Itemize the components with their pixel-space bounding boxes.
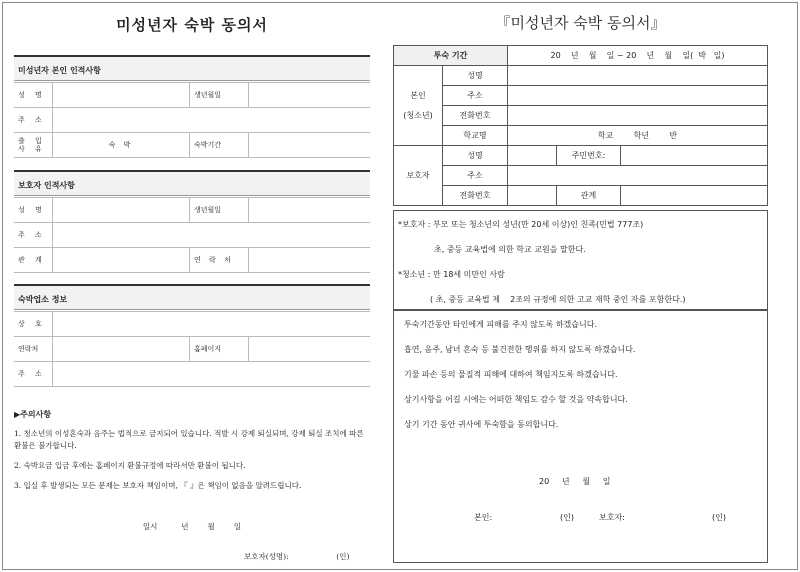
lodging-contact-field[interactable] (53, 337, 190, 362)
minor-stay-period-label: 숙박기간 (190, 133, 249, 158)
self-phone-field[interactable] (508, 106, 768, 126)
guardian-phone-label-r: 전화번호 (443, 186, 508, 206)
left-date-line: 일시 년 월 일 (142, 522, 242, 531)
pledge-item: 상기 기간 동안 귀사에 투숙함을 동의합니다. (404, 420, 559, 429)
stay-period-value: 20 년 월 일 ~ 20 년 월 일( 박 일) (508, 46, 768, 66)
self-sign-mark: (인) (560, 513, 574, 522)
guardian-birth-label: 생년월일 (190, 198, 249, 223)
guardian-contact-label: 연 락 처 (190, 248, 249, 273)
section-lodging-info-header: 숙박업소 정보 (14, 284, 370, 310)
self-address-label: 주소 (443, 86, 508, 106)
def-youth: *청소년 : 만 18세 미만인 사람 (398, 270, 505, 279)
notes-title: ▶주의사항 (14, 409, 52, 419)
minor-address-field[interactable] (53, 108, 371, 133)
self-address-field[interactable] (508, 86, 768, 106)
lodging-business-label: 상 호 (14, 312, 53, 337)
self-phone-label: 전화번호 (443, 106, 508, 126)
pledge-item: 기물 파손 등의 물질적 피해에 대하여 책임지도록 하겠습니다. (404, 370, 618, 379)
lodging-homepage-label: 홈페이지 (190, 337, 249, 362)
lodging-info-table (14, 311, 370, 387)
minor-inout-value: 숙 박 (53, 133, 190, 158)
self-label-sub: (청소년) (403, 111, 433, 120)
def-guardian: *보호자 : 부모 또는 청소년의 성년(만 20세 이상)인 친족(민법 777조) (398, 220, 644, 229)
guardian-sign-label-r: 보호자: (599, 513, 625, 522)
lodging-contact-label: 연락처 (14, 337, 53, 362)
guardian-address-label: 주 소 (14, 223, 53, 248)
minor-name-label: 성 명 (14, 83, 53, 108)
note-item: 1. 청소년의 이성혼숙과 음주는 법적으로 금지되어 있습니다. 적발 시 강제 퇴실되며, 강제 퇴실 조치에 따른 환불은 불가합니다. (14, 429, 364, 450)
left-consent-form (14, 0, 370, 572)
guardian-relation-label-r: 관계 (557, 186, 621, 206)
guardian-address-field-r[interactable] (508, 166, 768, 186)
guardian-sign-mark-r: (인) (712, 513, 726, 522)
guardian-name-label-r: 성명 (443, 146, 508, 166)
self-name-label: 성명 (443, 66, 508, 86)
right-consent-form (393, 0, 768, 572)
pledge-box (393, 309, 768, 563)
guardian-relation-label: 관 계 (14, 248, 53, 273)
definitions-box (393, 210, 768, 311)
inout-label-line1: 출 입 (18, 137, 46, 145)
def-youth-2: ( 초, 중등 교육법 제 2조의 규정에 의한 고교 재학 중인 자를 포함한다.) (430, 295, 686, 304)
right-date-line: 20 년 월 일 (539, 477, 611, 486)
guardian-info-table (14, 197, 370, 273)
left-title: 미성년자 숙박 동의서 (116, 16, 268, 34)
lodging-business-field[interactable] (53, 312, 371, 337)
guardian-name-field-r[interactable] (508, 146, 557, 166)
self-name-field[interactable] (508, 66, 768, 86)
guardian-name-field[interactable] (53, 198, 190, 223)
minor-birth-label: 생년월일 (190, 83, 249, 108)
guardian-name-label: 성 명 (14, 198, 53, 223)
guardian-label: 보호자 (394, 146, 443, 206)
guardian-relation-field[interactable] (53, 248, 190, 273)
minor-stay-period-field[interactable] (249, 133, 371, 158)
notes-section (14, 408, 370, 500)
section-guardian-info-header: 보호자 인적사항 (14, 170, 370, 196)
guardian-birth-field[interactable] (249, 198, 371, 223)
minor-inout-label (14, 133, 53, 158)
guardian-contact-field[interactable] (249, 248, 371, 273)
guardian-relation-field-r[interactable] (621, 186, 768, 206)
lodging-address-field[interactable] (53, 362, 371, 387)
guardian-id-field[interactable] (621, 146, 768, 166)
right-info-table (393, 45, 768, 206)
pledge-item: 투숙기간동안 타인에게 피해를 주지 않도록 하겠습니다. (404, 320, 597, 329)
self-sign-label: 본인: (474, 513, 493, 522)
lodging-homepage-field[interactable] (249, 337, 371, 362)
self-school-label: 학교명 (443, 126, 508, 146)
minor-address-label: 주 소 (14, 108, 53, 133)
stay-period-label: 투숙 기간 (394, 46, 508, 66)
note-item: 2. 숙박요금 입금 후에는 홈페이지 환불규정에 따라서만 환불이 됩니다. (14, 461, 246, 470)
inout-label-line2: 사 유 (18, 145, 46, 153)
guardian-address-label-r: 주소 (443, 166, 508, 186)
guardian-address-field[interactable] (53, 223, 371, 248)
lodging-address-label: 주 소 (14, 362, 53, 387)
note-item: 3. 입실 후 발생되는 모든 문제는 보호자 책임이며, 『 』은 책임이 없음을 알려드립니다. (14, 481, 302, 490)
self-label-cell (394, 66, 443, 146)
self-label: 본인 (410, 91, 426, 100)
pledge-item: 흡연, 음주, 남녀 혼숙 등 불건전한 행위를 하지 않도록 하겠습니다. (404, 345, 636, 354)
minor-info-table (14, 82, 370, 158)
left-guardian-signature: 보호자(성명): (인) (244, 552, 350, 561)
pledge-item: 상기사항을 어길 시에는 어떠한 책임도 감수 할 것을 약속합니다. (404, 395, 628, 404)
section-minor-info-header: 미성년자 본인 인적사항 (14, 55, 370, 81)
guardian-id-label: 주민번호: (557, 146, 621, 166)
minor-name-field[interactable] (53, 83, 190, 108)
def-guardian-2: 초, 중등 교육법에 의한 학교 교원을 말한다. (434, 245, 586, 254)
self-school-value: 학교 학년 반 (508, 126, 768, 146)
guardian-phone-field-r[interactable] (508, 186, 557, 206)
minor-birth-field[interactable] (249, 83, 371, 108)
right-title: 『미성년자 숙박 동의서』 (495, 14, 666, 32)
